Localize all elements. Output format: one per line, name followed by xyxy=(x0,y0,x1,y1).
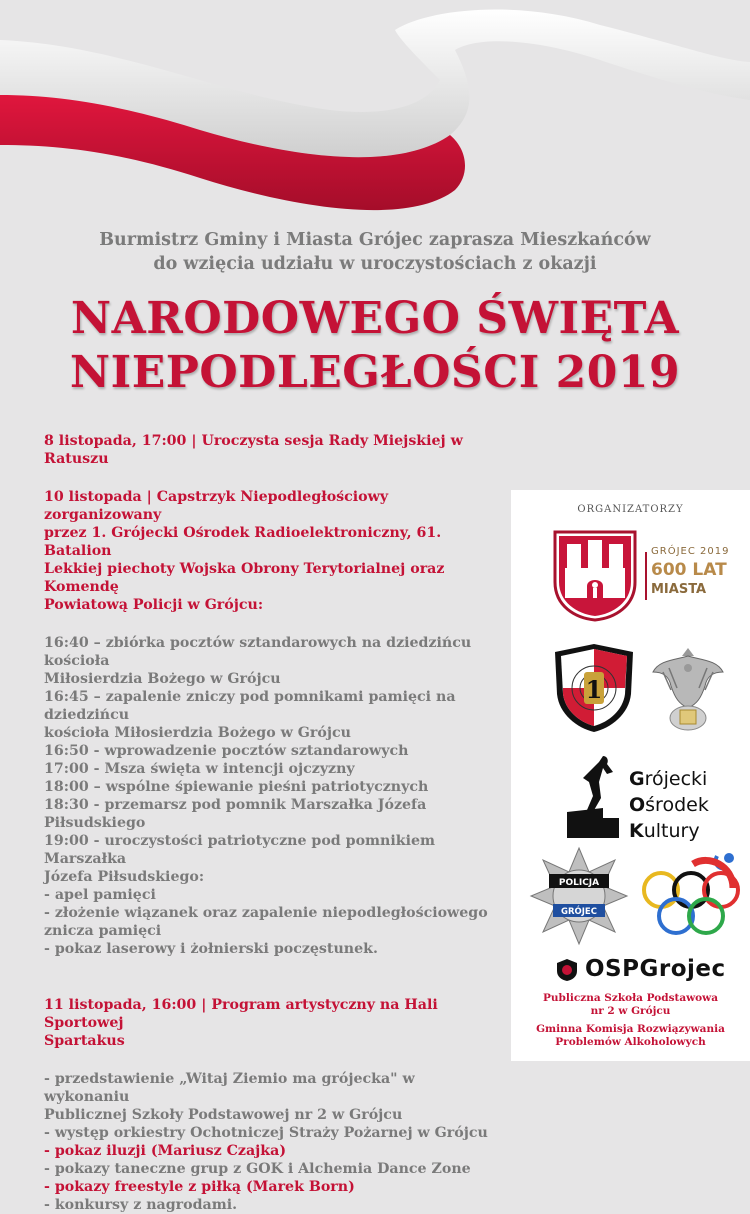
schedule-line: 17:00 - Msza święta w intencji ojczyzny xyxy=(44,761,355,777)
commission-line: Gminna Komisja Rozwiązywania xyxy=(536,1023,725,1035)
event-8-november: 8 listopada, 17:00 | Uroczysta sesja Rady Miejskiej w Ratuszu xyxy=(44,433,463,467)
military-eagle-emblem-icon xyxy=(649,642,727,734)
schedule-line: - złożenie wiązanek oraz zapalenie niepodległościowego xyxy=(44,905,488,921)
gok-line-2 xyxy=(629,792,709,818)
intro-line-1: Burmistrz Gminy i Miasta Grójec zaprasza Mieszkańców xyxy=(99,230,651,250)
intro-line-2: do wzięcia udziału w uroczystościach z okazji xyxy=(153,254,597,274)
osp-name: OSPGrojec xyxy=(585,956,726,982)
school-name xyxy=(511,992,750,1018)
event-11-november-header xyxy=(44,996,504,1050)
event-10-november-header xyxy=(44,488,504,614)
program-line: - pokazy taneczne grup z GOK i Alchemia Dance Zone xyxy=(44,1161,471,1177)
gok-word: ultury xyxy=(643,820,700,842)
badge-number: 1 xyxy=(585,675,603,704)
commission-line: Problemów Alkoholowych xyxy=(555,1036,706,1048)
gok-initial: K xyxy=(629,820,644,842)
gok-line-3 xyxy=(629,818,709,844)
schedule-line: 18:30 - przemarsz pod pomnik Marszałka Józefa Piłsudskiego xyxy=(44,797,427,831)
gok-line-1 xyxy=(629,766,709,792)
police-city-label: GRÓJEC xyxy=(561,907,597,917)
intro-text xyxy=(0,228,750,276)
police-star-icon xyxy=(529,846,629,946)
gok-name xyxy=(629,766,709,844)
schedule-line: Miłosierdzia Bożego w Grójcu xyxy=(44,671,281,687)
police-label: POLICJA xyxy=(558,878,600,888)
schedule-line: Józefa Piłsudskiego: xyxy=(44,869,205,885)
schedule-line: - pokaz laserowy i żołnierski poczęstunek. xyxy=(44,941,378,957)
grojec-coat-of-arms-icon xyxy=(553,530,637,622)
event-header-line: Powiatową Policji w Grójcu: xyxy=(44,597,264,613)
event-header-line: przez 1. Grójecki Ośrodek Radioelektroniczny, 61. Batalion xyxy=(44,525,442,559)
program-line: Publicznej Szkoły Podstawowej nr 2 w Grójcu xyxy=(44,1107,403,1123)
headline-line-2: NIEPODLEGŁOŚCI 2019 xyxy=(69,347,681,398)
headline xyxy=(0,292,750,400)
schedule-line: 16:45 – zapalenie zniczy pod pomnikami pamięci na dziedzińcu xyxy=(44,689,456,723)
schedule-line: 16:40 – zbiórka pocztów sztandarowych na dziedzińcu kościoła xyxy=(44,635,472,669)
schedule-line: 16:50 - wprowadzenie pocztów sztandarowych xyxy=(44,743,409,759)
event-header-line: 10 listopada | Capstrzyk Niepodległościowy zorganizowany xyxy=(44,489,389,523)
polish-flag-ribbon xyxy=(0,0,750,230)
gok-statue-icon xyxy=(563,752,623,840)
organizers-panel xyxy=(511,490,750,1061)
gok-initial: O xyxy=(629,794,646,816)
event-header-line: Lekkiej piechoty Wojska Obrony Terytorialnej oraz Komendę xyxy=(44,561,445,595)
anniversary-line-3: MIASTA xyxy=(651,582,707,597)
event-10-november-schedule xyxy=(44,634,504,958)
organizers-title: ORGANIZATORZY xyxy=(577,504,684,515)
school-line: nr 2 w Grójcu xyxy=(590,1005,671,1017)
gok-word: środek xyxy=(645,794,709,816)
program-line: - konkursy z nagrodami. xyxy=(44,1197,238,1213)
schedule-line: 19:00 - uroczystości patriotyczne pod pomnikiem Marszałka xyxy=(44,833,436,867)
program-line-accent: - pokazy freestyle z piłką (Marek Born) xyxy=(44,1179,355,1195)
gok-initial: G xyxy=(629,768,645,790)
anniversary-line-2: 600 LAT xyxy=(651,560,727,580)
school-line: Publiczna Szkoła Podstawowa xyxy=(542,992,719,1004)
schedule-line: zniczа pamięci xyxy=(44,923,162,939)
radioelectronic-unit-badge-icon xyxy=(551,642,637,734)
event-header-line: 11 listopada, 16:00 | Program artystyczny na Hali Sportowej xyxy=(44,997,438,1031)
event-header-line: Spartakus xyxy=(44,1033,125,1049)
gok-word: rójecki xyxy=(644,768,708,790)
anniversary-line-1: GRÓJEC 2019 xyxy=(651,546,730,557)
program-line-accent: - pokaz iluzji (Mariusz Czajka) xyxy=(44,1143,287,1159)
commission-name xyxy=(511,1023,750,1049)
divider xyxy=(645,552,647,600)
schedule-line: kościoła Miłosierdzia Bożego w Grójcu xyxy=(44,725,351,741)
program-line: - przedstawienie „Witaj Ziemio ma grójecka" w wykonaniu xyxy=(44,1071,415,1105)
program-line: - występ orkiestry Ochotniczej Straży Pożarnej w Grójcu xyxy=(44,1125,488,1141)
schedule-line: - apel pamięci xyxy=(44,887,156,903)
schedule-line: 18:00 – wspólne śpiewanie pieśni patriotycznych xyxy=(44,779,429,795)
fire-brigade-icon xyxy=(555,958,579,982)
event-11-november-program xyxy=(44,1070,504,1214)
headline-line-1: NARODOWEGO ŚWIĘTA xyxy=(70,293,680,344)
program-list xyxy=(44,432,504,1214)
sports-rings-icon xyxy=(637,850,741,942)
